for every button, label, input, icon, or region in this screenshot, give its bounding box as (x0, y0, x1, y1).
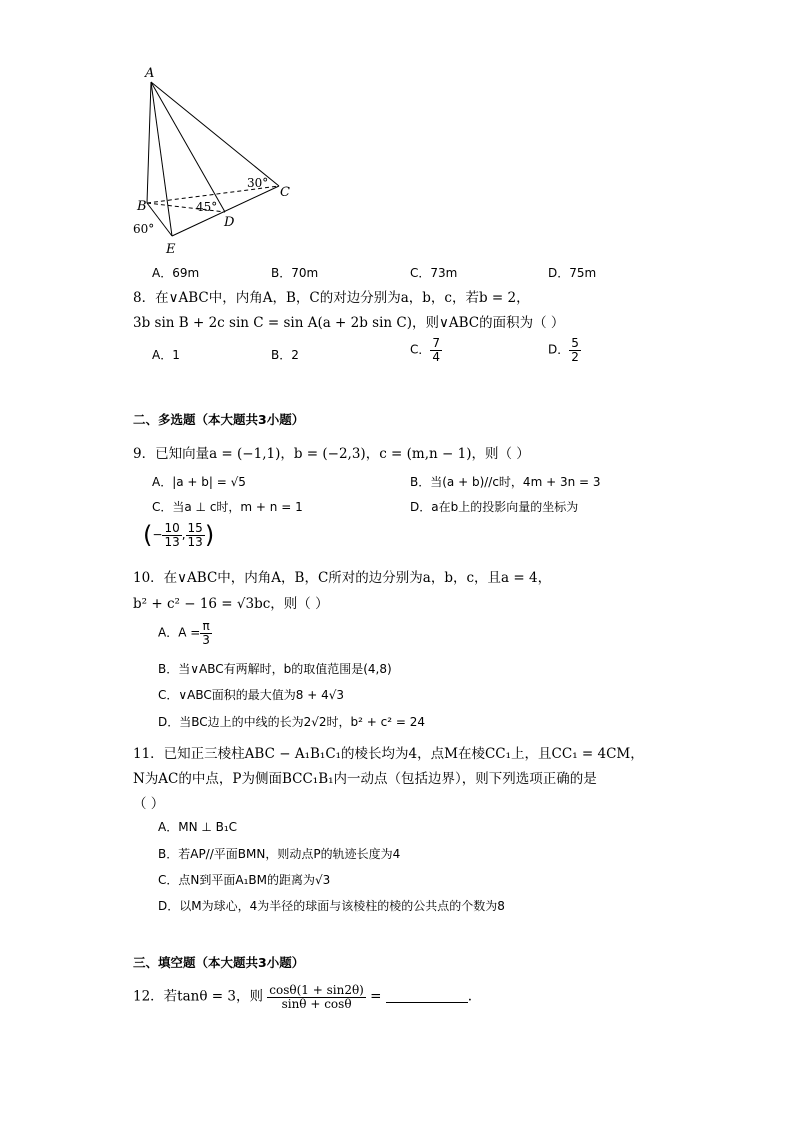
q11-line3: （ ） (133, 796, 165, 812)
q8-option-d[interactable] (548, 337, 581, 363)
minus-sign: − (152, 527, 163, 542)
frac2-den: 13 (187, 534, 203, 549)
q11-option-c[interactable]: C．点N到平面A₁BM的距离为√3 (158, 873, 331, 887)
angle-30: 30° (247, 176, 269, 190)
q11-option-a[interactable]: A．MN ⊥ B₁C (158, 820, 238, 834)
q12-prefix: 12．若tanθ = 3，则 (133, 988, 263, 1005)
q10-option-a-num: π (200, 620, 212, 634)
q7-option-c[interactable]: C．73m (410, 266, 458, 280)
q9-option-d-vector (143, 521, 214, 549)
section-2-heading: 二、多选题（本大题共3小题） (133, 412, 305, 427)
q9-option-b[interactable]: B．当(a + b)//c时，4m + 3n = 3 (410, 475, 601, 489)
q12-end: . (467, 988, 473, 1005)
q8-option-c-den: 4 (432, 349, 441, 364)
q9-option-d[interactable]: D．a在b上的投影向量的坐标为 (410, 500, 579, 514)
paren-close: ) (204, 521, 215, 549)
frac2-num: 15 (187, 520, 203, 535)
q7-option-b[interactable]: B．70m (271, 266, 319, 280)
paren-open: ( (143, 521, 153, 549)
q10-line1: 10．在∨ABC中，内角A，B，C所对的边分别为a，b，c，且a = 4， (133, 570, 552, 586)
q7-option-d[interactable]: D．75m (548, 266, 597, 280)
q10-option-d[interactable]: D．当BC边上的中线的长为2√2时，b² + c² = 24 (158, 715, 426, 729)
pyramid-figure (125, 60, 305, 260)
q12-line (133, 984, 472, 1010)
q8-line1: 8．在∨ABC中，内角A，B，C的对边分别为a，b，c，若b = 2， (133, 290, 530, 306)
q11-line1: 11．已知正三棱柱ABC − A₁B₁C₁的棱长均为4，点M在棱CC₁上，且CC₁ = 4CM， (133, 746, 644, 762)
q12-num: cosθ(1 + sin2θ) (269, 983, 364, 997)
q10-option-a-den: 3 (202, 632, 210, 647)
frac1-den: 13 (164, 534, 180, 549)
q8-option-a[interactable]: A．1 (152, 348, 180, 362)
q9-line1: 9．已知向量a = (−1,1)，b = (−2,3)，c = (m,n − 1)，则（ ） (133, 446, 530, 462)
q12-answer-blank[interactable] (386, 1002, 468, 1003)
angle-60: 60° (133, 222, 155, 236)
q7-option-a[interactable]: A．69m (152, 266, 200, 280)
q8-option-c-num: 7 (432, 336, 441, 350)
edge-ac (151, 82, 279, 186)
q8-option-c[interactable] (410, 337, 442, 363)
q8-option-d-num: 5 (571, 336, 579, 350)
q8-option-c-label: C． (410, 342, 431, 357)
frac1-num: 10 (164, 520, 180, 535)
q8-option-d-label: D． (548, 342, 570, 357)
q10-option-a[interactable] (158, 620, 212, 646)
label-e: E (166, 242, 176, 257)
edge-ad (151, 82, 225, 212)
label-b: B (137, 199, 147, 214)
q12-eq: = (370, 988, 382, 1005)
q8-option-d-den: 2 (571, 349, 579, 364)
q9-option-a[interactable]: A．|a + b| = √5 (152, 475, 246, 489)
section-3-heading: 三、填空题（本大题共3小题） (133, 955, 305, 970)
q10-line2: b² + c² − 16 = √3bc，则（ ） (133, 596, 329, 612)
label-c: C (280, 185, 290, 200)
angle-45: 45° (196, 200, 218, 214)
q11-option-b[interactable]: B．若AP//平面BMN，则动点P的轨迹长度为4 (158, 847, 401, 861)
q10-option-a-label: A．A = (158, 625, 201, 640)
q9-option-c[interactable]: C．当a ⊥ c时，m + n = 1 (152, 500, 303, 514)
q11-option-d[interactable]: D．以M为球心，4为半径的球面与该棱柱的棱的公共点的个数为8 (158, 899, 505, 913)
q10-option-b[interactable]: B．当∨ABC有两解时，b的取值范围是(4,8) (158, 662, 392, 676)
comma: , (181, 527, 186, 542)
q10-option-c[interactable]: C．∨ABC面积的最大值为8 + 4√3 (158, 688, 345, 702)
edge-ab (147, 82, 151, 203)
q12-den: sinθ + cosθ (281, 996, 352, 1011)
label-a: A (145, 66, 155, 81)
label-d: D (224, 215, 235, 230)
q8-option-b[interactable]: B．2 (271, 348, 299, 362)
q11-line2: N为AC的中点，P为侧面BCC₁B₁内一动点（包括边界），则下列选项正确的是 (133, 771, 597, 787)
q8-line2: 3b sin B + 2c sin C = sin A(a + 2b sin C)，则∨ABC的面积为（ ） (133, 315, 565, 331)
